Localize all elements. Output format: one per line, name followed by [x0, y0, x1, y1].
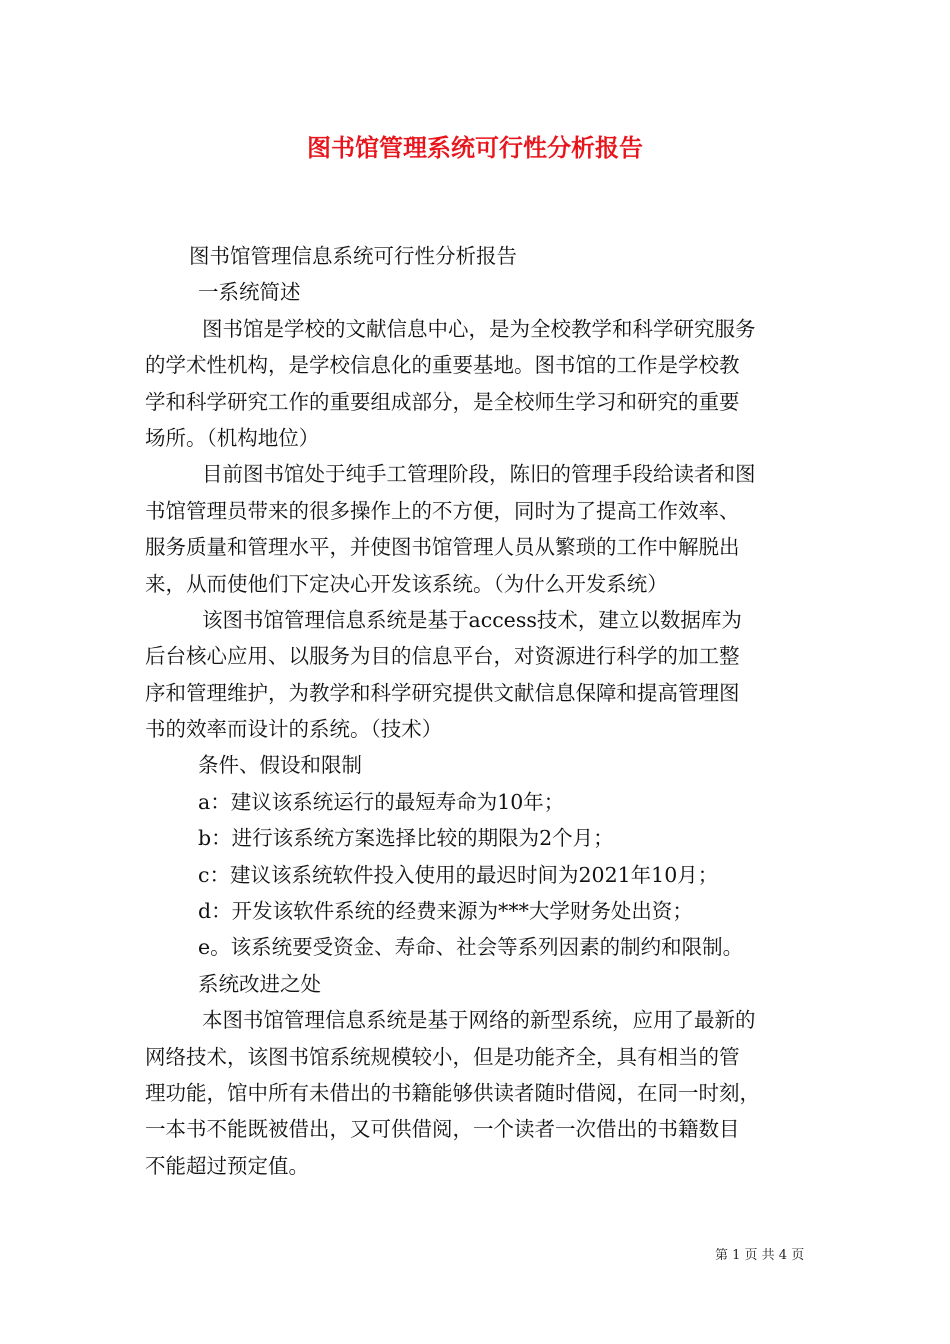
paragraph-line: 场所。（机构地位）	[145, 425, 320, 450]
paragraph-line: 目前图书馆处于纯手工管理阶段，陈旧的管理手段给读者和图	[202, 462, 756, 487]
condition-item-c: c：建议该系统软件投入使用的最迟时间为2021年10月；	[198, 862, 719, 887]
paragraph-line: 网络技术，该图书馆系统规模较小，但是功能齐全，具有相当的管	[145, 1044, 740, 1069]
paragraph-line: 图书馆是学校的文献信息中心，是为全校教学和科学研究服务	[202, 316, 756, 341]
section-heading-overview: 一系统简述	[198, 280, 301, 305]
paragraph-line: 本图书馆管理信息系统是基于网络的新型系统，应用了最新的	[202, 1008, 756, 1033]
document-body	[145, 238, 811, 1184]
paragraph-line: 书的效率而设计的系统。（技术）	[145, 717, 443, 742]
paragraph-line: 理功能，馆中所有未借出的书籍能够供读者随时借阅，在同一时刻，	[145, 1080, 760, 1105]
paragraph-line: 不能超过预定值。	[145, 1153, 309, 1178]
paragraph-line: 书馆管理员带来的很多操作上的不方便，同时为了提高工作效率、	[145, 498, 740, 523]
condition-item-d: d：开发该软件系统的经费来源为***大学财务处出资；	[198, 899, 693, 924]
document-title: 图书馆管理系统可行性分析报告	[307, 134, 643, 162]
paragraph-line: 来，从而使他们下定决心开发该系统。（为什么开发系统）	[145, 571, 668, 596]
page-number: 第 1 页 共 4 页	[715, 1248, 805, 1263]
section-heading-conditions: 条件、假设和限制	[198, 753, 362, 778]
paragraph-line: 学和科学研究工作的重要组成部分，是全校师生学习和研究的重要	[145, 389, 740, 414]
body-subtitle: 图书馆管理信息系统可行性分析报告	[189, 244, 517, 268]
paragraph-line: 一本书不能既被借出，又可供借阅，一个读者一次借出的书籍数目	[145, 1117, 740, 1142]
paragraph-line: 序和管理维护，为教学和科学研究提供文献信息保障和提高管理图	[145, 680, 740, 705]
paragraph-line: 的学术性机构，是学校信息化的重要基地。图书馆的工作是学校教	[145, 353, 740, 378]
section-heading-improvements: 系统改进之处	[198, 971, 321, 996]
paragraph-line: 该图书馆管理信息系统是基于access技术，建立以数据库为	[202, 607, 742, 632]
condition-item-b: b：进行该系统方案选择比较的期限为2个月；	[198, 826, 614, 851]
paragraph-line: 后台核心应用、以服务为目的信息平台，对资源进行科学的加工整	[145, 644, 740, 669]
condition-item-a: a：建议该系统运行的最短寿命为10年；	[198, 789, 565, 814]
condition-item-e: e。该系统要受资金、寿命、社会等系列因素的制约和限制。	[198, 935, 744, 960]
paragraph-line: 服务质量和管理水平，并使图书馆管理人员从繁琐的工作中解脱出	[145, 535, 740, 560]
